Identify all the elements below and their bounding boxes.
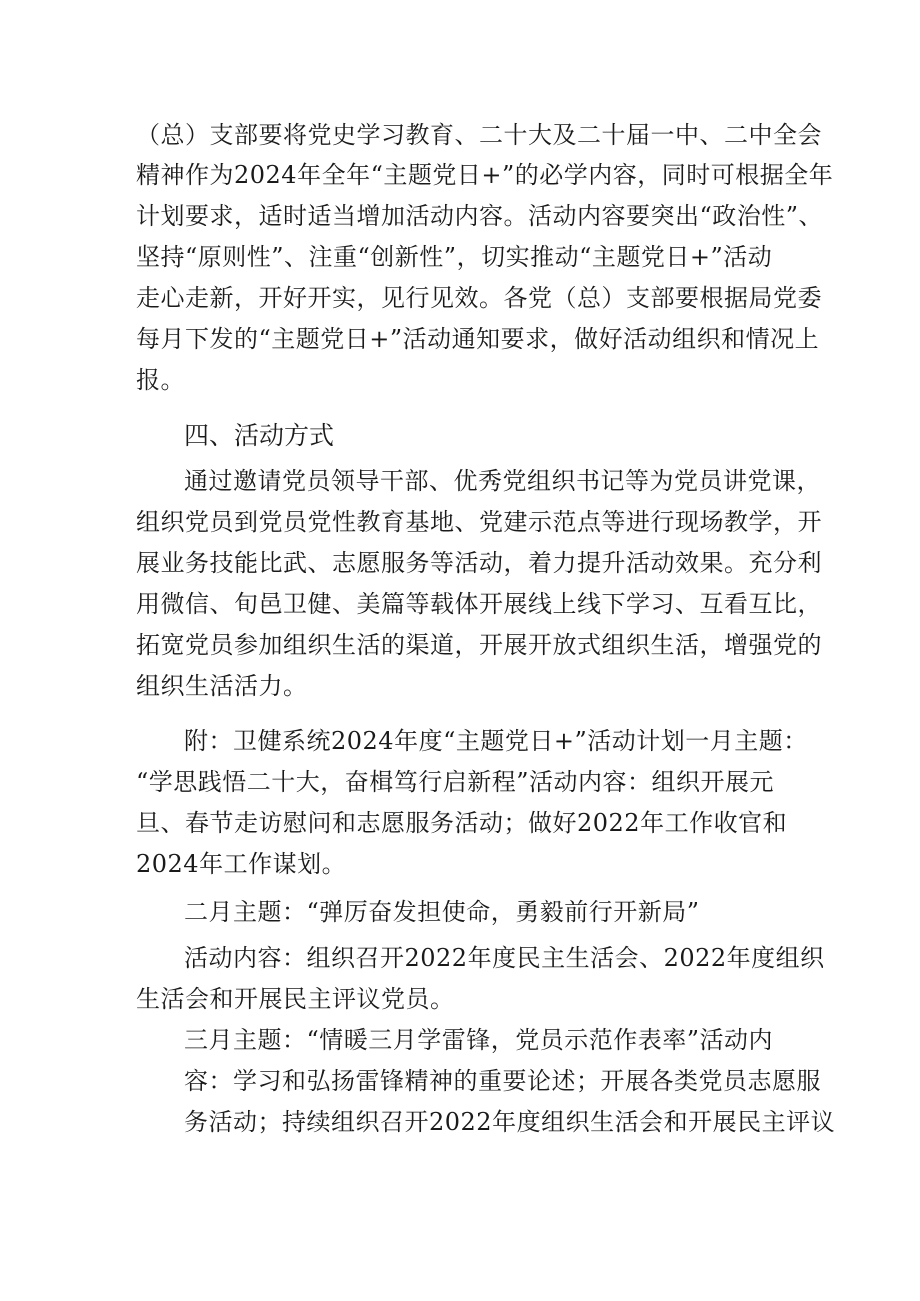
- paragraph-2-line-4: 用微信、旬邑卫健、美篇等载体开展线上线下学习、互看互比，: [136, 590, 822, 618]
- february-content-line-1: 活动内容：组织召开2022年度民主生活会、2022年度组织: [184, 944, 825, 972]
- section-heading: 四、活动方式: [184, 421, 335, 450]
- march-line-1: 三月主题：“情暖三月学雷锋，党员示范作表率”活动内: [184, 1026, 774, 1054]
- february-theme: 二月主题：“弹厉奋发担使命，勇毅前行开新局”: [184, 898, 700, 926]
- paragraph-2-line-3: 展业务技能比武、志愿服务等活动，着力提升活动效果。充分利: [136, 549, 822, 577]
- appendix-line-3: 旦、春节走访慰问和志愿服务活动；做好2022年工作收官和: [136, 809, 788, 837]
- paragraph-1-line-5: 走心走新，开好开实，见行见效。各党（总）支部要根据局党委: [136, 284, 822, 312]
- paragraph-2-line-1: 通过邀请党员领导干部、优秀党组织书记等为党员讲党课，: [184, 467, 821, 495]
- february-content-line-2: 生活会和开展民主评议党员。: [136, 985, 455, 1013]
- paragraph-2-line-6: 组织生活活力。: [136, 672, 308, 700]
- paragraph-1-line-1: （总）支部要将党史学习教育、二十大及二十届一中、二中全会: [136, 121, 822, 149]
- march-line-3: 务活动；持续组织召开2022年度组织生活会和开展民主评议: [184, 1108, 836, 1136]
- paragraph-1-line-7: 报。: [136, 366, 185, 394]
- paragraph-1-line-6: 每月下发的“主题党日+”活动通知要求，做好活动组织和情况上: [136, 325, 820, 353]
- appendix-line-1: 附：卫健系统2024年度“主题党日+”活动计划一月主题：: [184, 727, 808, 755]
- paragraph-2-line-2: 组织党员到党员党性教育基地、党建示范点等进行现场教学，开: [136, 508, 822, 536]
- appendix-line-2: “学思践悟二十大，奋楫笃行启新程”活动内容：组织开展元: [136, 768, 775, 796]
- appendix-line-4: 2024年工作谋划。: [136, 850, 347, 878]
- paragraph-1-line-2: 精神作为2024年全年“主题党日+”的必学内容，同时可根据全年: [136, 161, 834, 189]
- paragraph-2-line-5: 拓宽党员参加组织生活的渠道，开展开放式组织生活，增强党的: [136, 631, 822, 659]
- march-line-2: 容：学习和弘扬雷锋精神的重要论述；开展各类党员志愿服: [184, 1067, 821, 1095]
- paragraph-1-line-4: 坚持“原则性”、注重“创新性”，切实推动“主题党日+”活动: [136, 243, 773, 271]
- paragraph-1-line-3: 计划要求，适时适当增加活动内容。活动内容要突出“政治性”、: [136, 202, 824, 230]
